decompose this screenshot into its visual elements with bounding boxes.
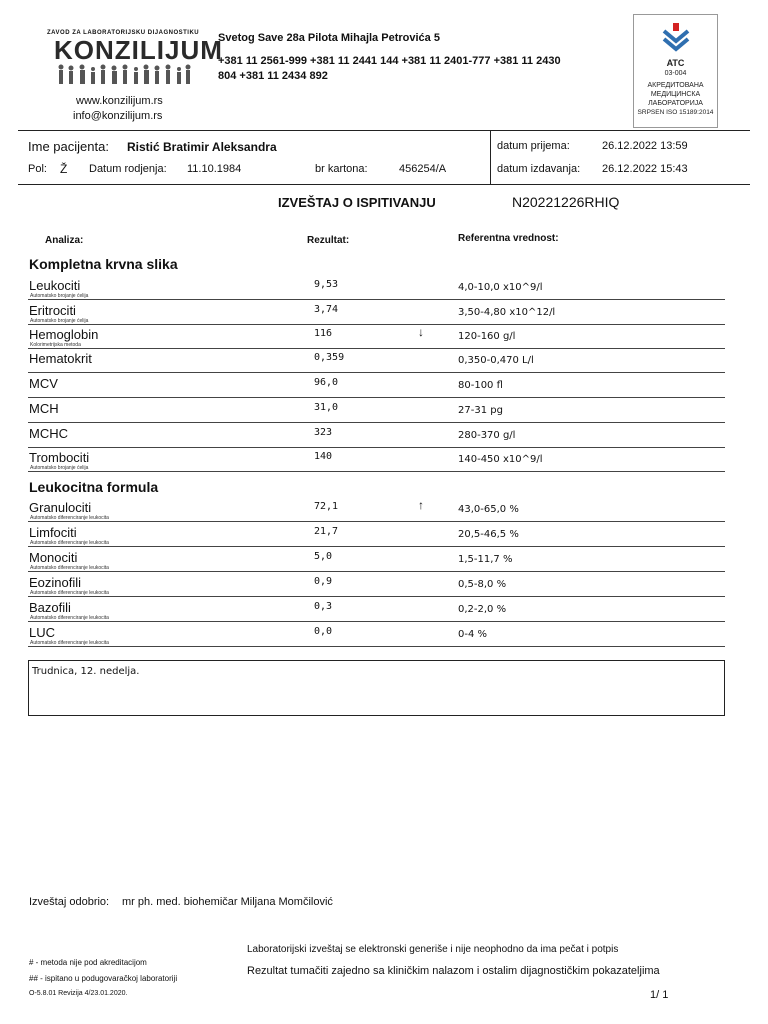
result-value: 21,7 xyxy=(314,526,339,537)
reference-range: 80-100 fl xyxy=(458,380,503,391)
section-title-leukocyte-formula: Leukocitna formula xyxy=(29,479,159,495)
result-value: 0,9 xyxy=(314,576,333,587)
row-divider xyxy=(28,571,725,572)
note-text: Trudnica, 12. nedelja. xyxy=(32,666,140,677)
reference-range: 0,2-2,0 % xyxy=(458,604,507,615)
report-title: IZVEŠTAJ O ISPITIVANJU xyxy=(278,195,436,210)
row-divider xyxy=(28,546,725,547)
accreditation-badge xyxy=(633,14,718,128)
atc-line1: АКРЕДИТОВАНА xyxy=(647,82,704,89)
reference-range: 3,50-4,80 x10^12/l xyxy=(458,307,556,318)
atc-line2: МЕДИЦИНСКА xyxy=(650,91,701,98)
patient-card-label: br kartona: xyxy=(315,163,368,175)
analysis-method: Kolorimetrijska metoda xyxy=(30,342,81,348)
patient-sex: Ž xyxy=(60,162,68,176)
lab-phones-line2: 804 +381 11 2434 892 xyxy=(218,70,328,82)
analysis-method: Automatsko diferenciranje leukocita xyxy=(30,515,109,521)
reference-range: 4,0-10,0 x10^9/l xyxy=(458,282,543,293)
divider-top xyxy=(18,130,750,131)
col-result: Rezultat: xyxy=(307,235,350,246)
row-divider xyxy=(28,422,725,423)
patient-name: Ristić Bratimir Aleksandra xyxy=(127,140,277,154)
reference-range: 1,5-11,7 % xyxy=(458,554,513,565)
result-value: 140 xyxy=(314,451,333,462)
approval-label: Izveštaj odobrio: xyxy=(29,896,110,908)
col-reference: Referentna vrednost: xyxy=(458,233,559,244)
row-divider xyxy=(28,372,725,373)
patient-dob-label: Datum rodjenja: xyxy=(89,163,167,175)
lab-website-link[interactable]: www.konzilijum.rs xyxy=(76,95,163,107)
analysis-method: Automatsko brojanje ćelija xyxy=(30,293,89,299)
reference-range: 27-31 pg xyxy=(458,405,503,416)
row-divider xyxy=(28,621,725,622)
lab-logo-name: KONZILIJUM xyxy=(54,35,223,65)
analysis-name: Monociti xyxy=(29,550,78,565)
analysis-method: Automatsko brojanje ćelija xyxy=(30,318,89,324)
row-divider xyxy=(28,646,725,647)
patient-dob: 11.10.1984 xyxy=(187,163,242,175)
analysis-name: Leukociti xyxy=(29,278,81,293)
reference-range: 20,5-46,5 % xyxy=(458,529,519,540)
report-number: N20221226RHIQ xyxy=(512,194,620,210)
analysis-method: Automatsko diferenciranje leukocita xyxy=(30,640,109,646)
result-value: 9,53 xyxy=(314,279,339,290)
analysis-method: Automatsko diferenciranje leukocita xyxy=(30,590,109,596)
reference-range: 0,350-0,470 L/l xyxy=(458,355,534,366)
footer-disclaimer-1: Laboratorijski izveštaj se elektronski generiše i nije neophodno da ima pečat i potpis xyxy=(247,944,619,955)
atc-line3: ЛАБОРАТОРИЈА xyxy=(648,100,703,107)
row-divider xyxy=(28,596,725,597)
atc-abbr: ATC xyxy=(666,58,685,68)
result-value: 5,0 xyxy=(314,551,333,562)
analysis-name: Granulociti xyxy=(29,500,92,515)
analysis-name: MCHC xyxy=(29,426,68,441)
reference-range: 120-160 g/l xyxy=(458,331,516,342)
result-value: 0,359 xyxy=(314,352,345,363)
result-value: 72,1 xyxy=(314,501,339,512)
row-divider xyxy=(28,447,725,448)
atc-logo-icon xyxy=(662,23,690,53)
analysis-name: Limfociti xyxy=(29,525,77,540)
issued-date: 26.12.2022 15:43 xyxy=(602,163,688,175)
footer-disclaimer-2: Rezultat tumačiti zajedno sa kliničkim nalazom i ostalim dijagnostičkim pokazateljima xyxy=(247,965,660,977)
result-value: 0,0 xyxy=(314,626,333,637)
analysis-method: Automatsko diferenciranje leukocita xyxy=(30,540,109,546)
row-divider xyxy=(28,348,725,349)
received-label: datum prijema: xyxy=(497,140,570,152)
result-value: 3,74 xyxy=(314,304,339,315)
row-divider xyxy=(28,324,725,325)
analysis-name: Eritrociti xyxy=(29,303,76,318)
result-flag-icon: ↑ xyxy=(418,498,424,512)
section-title-cbc: Kompletna krvna slika xyxy=(29,256,178,272)
lab-address: Svetog Save 28a Pilota Mihajla Petrovića 5 xyxy=(218,32,440,44)
analysis-name: MCV xyxy=(29,376,58,391)
lab-top-line: ZAVOD ZA LABORATORIJSKU DIJAGNOSTIKU xyxy=(47,30,200,36)
result-value: 31,0 xyxy=(314,402,339,413)
row-divider xyxy=(28,471,725,472)
analysis-method: Automatsko diferenciranje leukocita xyxy=(30,615,109,621)
page-number: 1/ 1 xyxy=(650,989,669,1001)
approval-name: mr ph. med. biohemičar Miljana Momčilović xyxy=(122,896,333,908)
footer-revision: O-5.8.01 Revizija 4/23.01.2020. xyxy=(29,990,128,997)
result-flag-icon: ↓ xyxy=(418,325,424,339)
people-silhouettes-icon xyxy=(56,64,192,86)
analysis-name: MCH xyxy=(29,401,59,416)
reference-range: 43,0-65,0 % xyxy=(458,504,519,515)
issued-label: datum izdavanja: xyxy=(497,163,581,175)
analysis-method: Automatsko brojanje ćelija xyxy=(30,465,89,471)
atc-code: 03-004 xyxy=(664,70,687,77)
analysis-name: Eozinofili xyxy=(29,575,82,590)
result-value: 96,0 xyxy=(314,377,339,388)
reference-range: 0-4 % xyxy=(458,629,488,640)
row-divider xyxy=(28,299,725,300)
patient-name-label: Ime pacijenta: xyxy=(28,139,109,154)
reference-range: 0,5-8,0 % xyxy=(458,579,507,590)
footer-legend-2: ## - ispitano u podugovaračkoj laboratoriji xyxy=(29,974,178,983)
divider-patient-bottom xyxy=(18,184,750,185)
analysis-method: Automatsko diferenciranje leukocita xyxy=(30,565,109,571)
lab-phones-line1: +381 11 2561-999 +381 11 2441 144 +381 11 2401-777 +381 11 2430 xyxy=(218,55,561,67)
lab-email-link[interactable]: info@konzilijum.rs xyxy=(73,110,163,122)
reference-range: 280-370 g/l xyxy=(458,430,516,441)
footer-legend-1: # - metoda nije pod akreditacijom xyxy=(29,958,147,967)
analysis-name: LUC xyxy=(29,625,56,640)
row-divider xyxy=(28,397,725,398)
result-value: 116 xyxy=(314,328,333,339)
note-box xyxy=(28,660,725,716)
atc-standard: SRPSEN ISO 15189:2014 xyxy=(637,109,714,116)
analysis-name: Hemoglobin xyxy=(29,327,99,342)
analysis-name: Hematokrit xyxy=(29,351,92,366)
row-divider xyxy=(28,521,725,522)
result-value: 323 xyxy=(314,427,333,438)
reference-range: 140-450 x10^9/l xyxy=(458,454,543,465)
col-analysis: Analiza: xyxy=(45,235,84,246)
patient-sex-label: Pol: xyxy=(28,163,47,175)
patient-card: 456254/A xyxy=(399,163,447,175)
result-value: 0,3 xyxy=(314,601,333,612)
divider-vertical xyxy=(490,130,491,184)
analysis-name: Trombociti xyxy=(29,450,90,465)
analysis-name: Bazofili xyxy=(29,600,71,615)
received-date: 26.12.2022 13:59 xyxy=(602,140,688,152)
